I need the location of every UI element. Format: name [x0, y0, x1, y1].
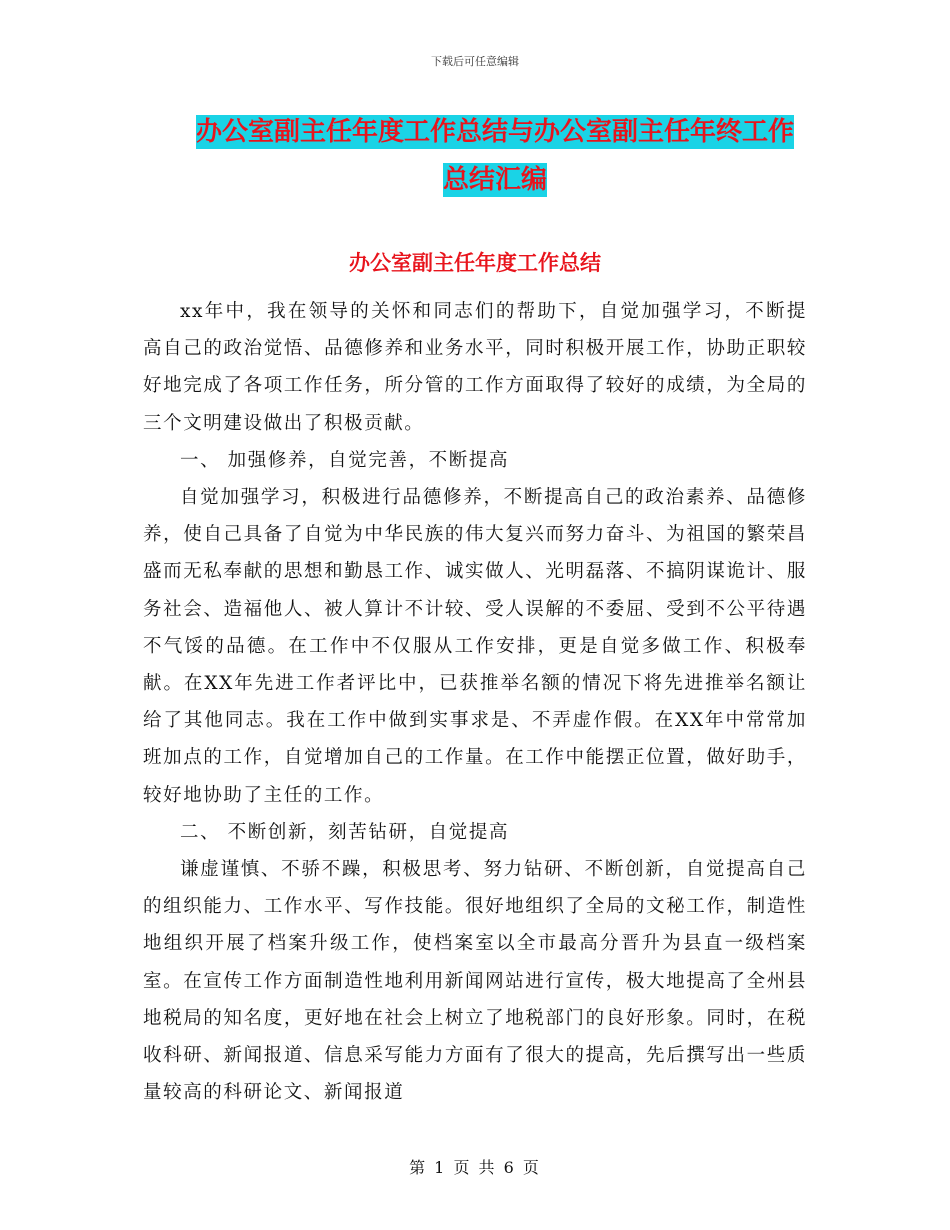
header-note: 下载后可任意编辑 [431, 55, 519, 68]
paragraph-one: 自觉加强学习，积极进行品德修养，不断提高自己的政治素养、品德修养，使自己具备了自觉为中华民族的伟大复兴而努力奋斗、为祖国的繁荣昌盛而无私奉献的思想和勤恳工作、诚实做人、光明磊落、不搞阴谋诡计、服务社会、造福他人、被人算计不计较、受人误解的不委屈、受到不公平待遇不气馁的品德。在工作中不仅服从工作安排，更是自觉多做工作、积极奉献。在XX年先进工作者评比中，已获推举名额的情况下将先进推举名额让给了其他同志。我在工作中做到实事求是、不弄虚作假。在XX年中常常加班加点的工作，自觉增加自己的工作量。在工作中能摆正位置，做好助手，较好地协助了主任的工作。 [143, 487, 807, 806]
section-title: 办公室副主任年度工作总结 [349, 251, 601, 275]
paragraph-intro: xx年中，我在领导的关怀和同志们的帮助下，自觉加强学习，不断提高自己的政治觉悟、品德修养和业务水平，同时积极开展工作，协助正职较好地完成了各项工作任务，所分管的工作方面取得了较好的成绩，为全局的三个文明建设做出了积极贡献。 [143, 301, 807, 434]
body-text [143, 293, 807, 1111]
heading-one: 一、 加强修养，自觉完善，不断提高 [180, 449, 510, 471]
title-line-2: 总结汇编 [442, 165, 547, 195]
heading-two: 二、 不断创新，刻苦钻研，自觉提高 [180, 821, 510, 843]
page-footer: 第 1 页 共 6 页 [409, 1158, 541, 1177]
document-title [145, 108, 845, 204]
title-line-1: 办公室副主任年度工作总结与办公室副主任年终工作 [195, 117, 794, 147]
paragraph-two: 谦虚谨慎、不骄不躁，积极思考、努力钻研、不断创新，自觉提高自己的组织能力、工作水平、写作技能。很好地组织了全局的文秘工作，制造性地组织开展了档案升级工作，使档案室以全市最高分晋升为县直一级档案室。在宣传工作方面制造性地利用新闻网站进行宣传，极大地提高了全州县地税局的知名度，更好地在社会上树立了地税部门的良好形象。同时，在税收科研、新闻报道、信息采写能力方面有了很大的提高，先后撰写出一些质量较高的科研论文、新闻报道 [143, 859, 807, 1104]
